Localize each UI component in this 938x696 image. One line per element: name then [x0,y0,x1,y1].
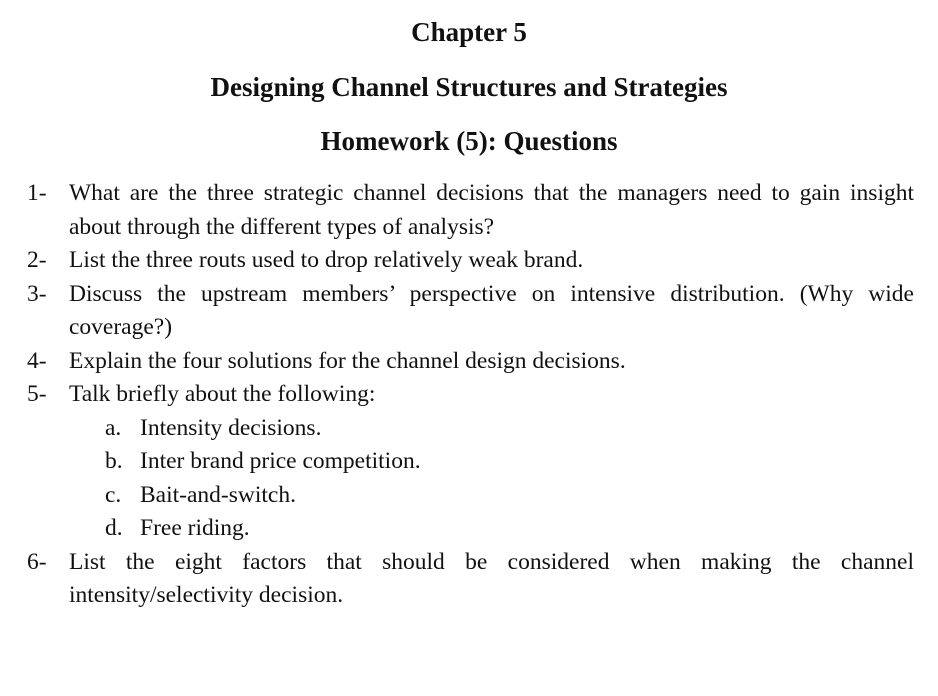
sub-question-a [69,412,914,446]
homework-heading: Homework (5): Questions [320,126,618,156]
sub-question-letter: c. [105,481,122,508]
question-number: 4- [27,347,47,374]
sub-question-letter: d. [105,515,123,541]
question-text: Talk briefly about the following: [69,381,376,407]
question-number: 1- [27,180,47,206]
question-list [0,177,938,613]
sub-question-text: Bait-and-switch. [140,481,296,508]
question-text: List the eight factors that should be considered when making the channel intensity/selectivity decision. [69,548,914,608]
question-3 [0,278,938,345]
question-text: List the three routs used to drop relatively weak brand. [69,247,584,273]
question-1 [0,177,938,244]
sub-question-c [69,479,914,513]
sub-question-text: Inter brand price competition. [140,448,421,474]
sub-question-d [69,512,914,546]
question-5 [0,378,938,546]
sub-question-b [69,445,914,479]
question-text: Explain the four solutions for the channel design decisions. [69,347,626,374]
question-text: Discuss the upstream members’ perspective on intensive distribution. (Why wide coverage?) [69,280,914,340]
question-number: 2- [27,247,47,273]
document-title: Designing Channel Structures and Strategies [210,72,728,102]
question-2 [0,244,938,278]
question-6 [0,546,938,613]
sub-question-text: Intensity decisions. [140,414,322,441]
question-number: 6- [27,548,47,575]
sub-question-list [69,412,914,546]
question-number: 3- [27,280,47,307]
sub-question-letter: b. [105,448,123,474]
question-text: What are the three strategic channel decisions that the managers need to gain insight about through the different types of analysis? [69,180,914,240]
chapter-heading: Chapter 5 [411,17,527,47]
question-number: 5- [27,381,47,407]
question-4 [0,345,938,379]
sub-question-text: Free riding. [140,515,250,541]
sub-question-letter: a. [105,414,122,441]
